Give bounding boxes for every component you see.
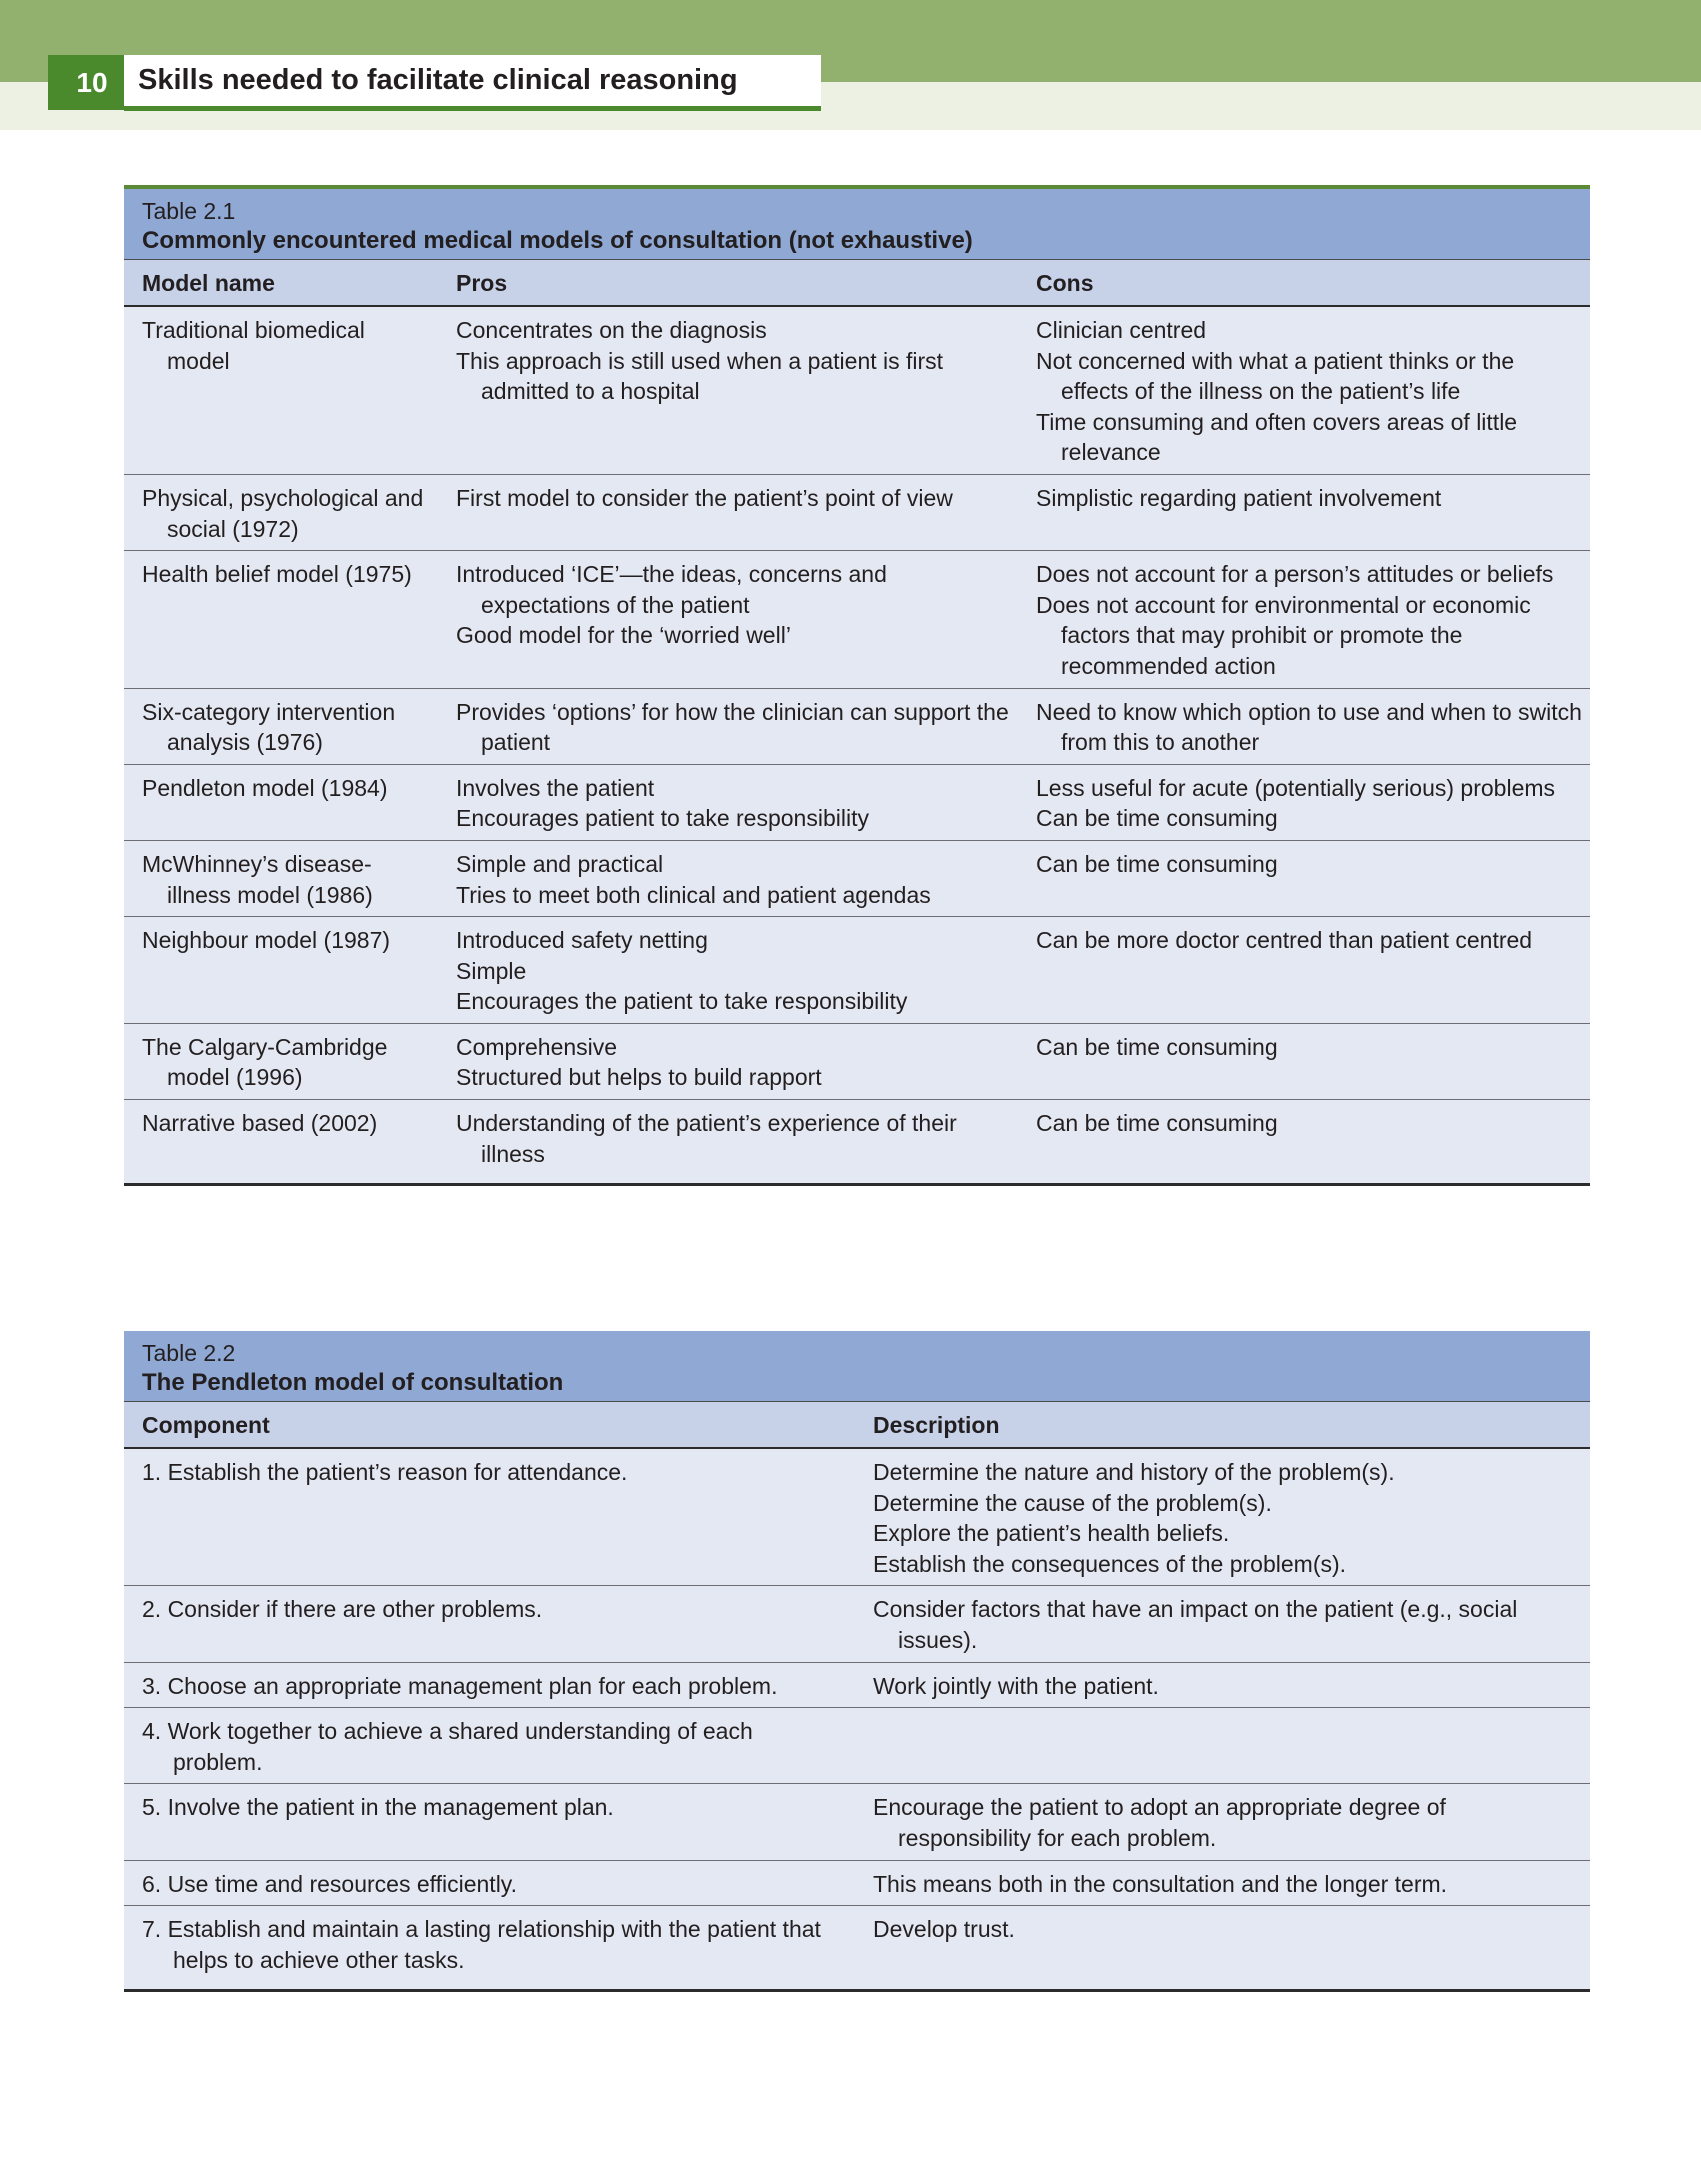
pros-item: Introduced safety netting [456,927,708,954]
component-text: 1. Establish the patient’s reason for attendance. [142,1459,628,1485]
pros-item: Understanding of the patient’s experience of their illness [456,1110,957,1167]
cons-item: Can be time consuming [1036,805,1278,832]
table-row [124,1448,1590,1586]
cell-description [855,1708,1590,1784]
cell-model-name [124,764,438,840]
description-item: Determine the nature and history of the problem(s). [873,1459,1395,1485]
cons-item: Does not account for a person’s attitudes or beliefs [1036,561,1554,588]
description-item: Work jointly with the patient. [873,1672,1159,1699]
cons-item: Need to know which option to use and when to switch from this to another [1036,698,1582,756]
model-name: Neighbour model (1987) [142,927,391,954]
cell-pros [438,688,1018,764]
cell-cons [1018,551,1590,688]
cell-pros [438,551,1018,688]
table-row [124,1662,1590,1708]
column-header-pros: Pros [438,260,1018,306]
running-title: Skills needed to facilitate clinical reasoning [124,55,821,111]
cell-pros [438,306,1018,474]
pros-item: Provides ‘options’ for how the clinician can support the patient [456,698,1009,756]
model-name: Six-category intervention analysis (1976) [142,698,396,756]
cons-item: Can be time consuming [1036,1033,1278,1060]
cons-item: Time consuming and often covers areas of little relevance [1036,408,1518,466]
table-title: The Pendleton model of consultation [142,1369,564,1396]
column-header-component: Component [124,1402,855,1448]
column-header-cons: Cons [1018,260,1590,306]
cons-item: Does not account for environmental or economic factors that may prohibit or promote the recommended action [1036,591,1531,679]
cell-pros [438,917,1018,1024]
table-number: Table 2.1 [142,198,236,224]
cell-pros [438,1023,1018,1099]
table-row [124,1586,1590,1662]
cell-model-name [124,840,438,916]
table-row [124,1860,1590,1906]
column-header-description: Description [855,1402,1590,1448]
table-row [124,1906,1590,1991]
table-row [124,306,1590,474]
pros-item: Involves the patient [456,774,655,801]
cons-item: Can be time consuming [1036,850,1278,877]
cell-pros [438,840,1018,916]
cell-model-name [124,917,438,1024]
cons-item: Less useful for acute (potentially serious) problems [1036,774,1556,801]
cell-model-name [124,551,438,688]
cell-component [124,1662,855,1708]
table-title: Commonly encountered medical models of consultation (not exhaustive) [142,227,973,254]
table-caption [124,1331,1590,1402]
model-name: The Calgary-Cambridge model (1996) [142,1033,388,1091]
table-row [124,474,1590,550]
cell-component [124,1708,855,1784]
table-row [124,917,1590,1024]
cons-item: Not concerned with what a patient thinks or the effects of the illness on the patient’s life [1036,347,1515,405]
component-text: 4. Work together to achieve a shared understanding of each problem. [142,1718,753,1775]
cell-pros [438,764,1018,840]
cell-component [124,1784,855,1860]
cell-model-name [124,1100,438,1185]
description-item: Develop trust. [873,1916,1015,1943]
description-item: Establish the consequences of the problem(s). [873,1550,1347,1577]
table-row [124,1100,1590,1185]
cons-item: Can be more doctor centred than patient centred [1036,927,1533,954]
cell-description [855,1906,1590,1991]
component-text: 6. Use time and resources efficiently. [142,1870,517,1897]
cell-description [855,1448,1590,1586]
cell-component [124,1586,855,1662]
table-row [124,688,1590,764]
pros-item: This approach is still used when a patient is first admitted to a hospital [456,347,944,405]
table-row [124,840,1590,916]
cell-cons [1018,1100,1590,1185]
cell-model-name [124,688,438,764]
pros-item: Introduced ‘ICE’—the ideas, concerns and expectations of the patient [456,561,887,618]
component-text: 5. Involve the patient in the management plan. [142,1794,614,1821]
pros-item: Encourages the patient to take responsibility [456,988,908,1015]
pros-item: Concentrates on the diagnosis [456,317,767,343]
cell-component [124,1860,855,1906]
pros-item: Structured but helps to build rapport [456,1064,822,1091]
pros-item: Simple and practical [456,850,664,877]
model-name: McWhinney’s disease-illness model (1986) [142,850,373,908]
cell-cons [1018,474,1590,550]
description-item: Determine the cause of the problem(s). [873,1489,1272,1516]
cell-pros [438,1100,1018,1185]
cons-item: Clinician centred [1036,317,1207,343]
description-item: Explore the patient’s health beliefs. [873,1520,1230,1547]
cell-cons [1018,917,1590,1024]
cell-description [855,1784,1590,1860]
table-number: Table 2.2 [142,1340,236,1366]
cell-component [124,1906,855,1991]
model-name: Health belief model (1975) [142,561,412,588]
pros-item: First model to consider the patient’s point of view [456,484,953,511]
page-number: 10 [48,55,124,110]
cell-component [124,1448,855,1586]
cell-cons [1018,688,1590,764]
pros-item: Encourages patient to take responsibility [456,805,869,832]
pros-item: Comprehensive [456,1033,618,1060]
cell-model-name [124,306,438,474]
table-2-1 [124,185,1590,1186]
pros-item: Good model for the ‘worried well’ [456,622,791,649]
model-name: Physical, psychological and social (1972) [142,484,424,542]
pros-item: Tries to meet both clinical and patient agendas [456,881,931,908]
description-item: Consider factors that have an impact on the patient (e.g., social issues). [873,1596,1518,1653]
model-name: Traditional biomedical model [142,317,365,374]
model-name: Narrative based (2002) [142,1110,378,1137]
cell-pros [438,474,1018,550]
cell-description [855,1860,1590,1906]
cell-cons [1018,764,1590,840]
description-item: This means both in the consultation and the longer term. [873,1870,1448,1897]
table-caption [124,189,1590,260]
table-row [124,551,1590,688]
table-row [124,1708,1590,1784]
pros-item: Simple [456,957,527,984]
cons-item: Simplistic regarding patient involvement [1036,484,1442,511]
cell-cons [1018,840,1590,916]
cell-description [855,1662,1590,1708]
cell-model-name [124,474,438,550]
table-row [124,764,1590,840]
component-text: 7. Establish and maintain a lasting relationship with the patient that helps to achieve other tasks. [142,1916,821,1973]
description-item: Encourage the patient to adopt an appropriate degree of responsibility for each problem. [873,1794,1446,1851]
cell-description [855,1586,1590,1662]
cons-item: Can be time consuming [1036,1110,1278,1137]
table-row [124,1784,1590,1860]
table-row [124,1023,1590,1099]
table-2-2 [124,1331,1590,1992]
component-text: 2. Consider if there are other problems. [142,1596,543,1623]
cell-model-name [124,1023,438,1099]
column-header-model-name: Model name [124,260,438,306]
model-name: Pendleton model (1984) [142,774,388,801]
cell-cons [1018,1023,1590,1099]
cell-cons [1018,306,1590,474]
component-text: 3. Choose an appropriate management plan for each problem. [142,1672,778,1699]
